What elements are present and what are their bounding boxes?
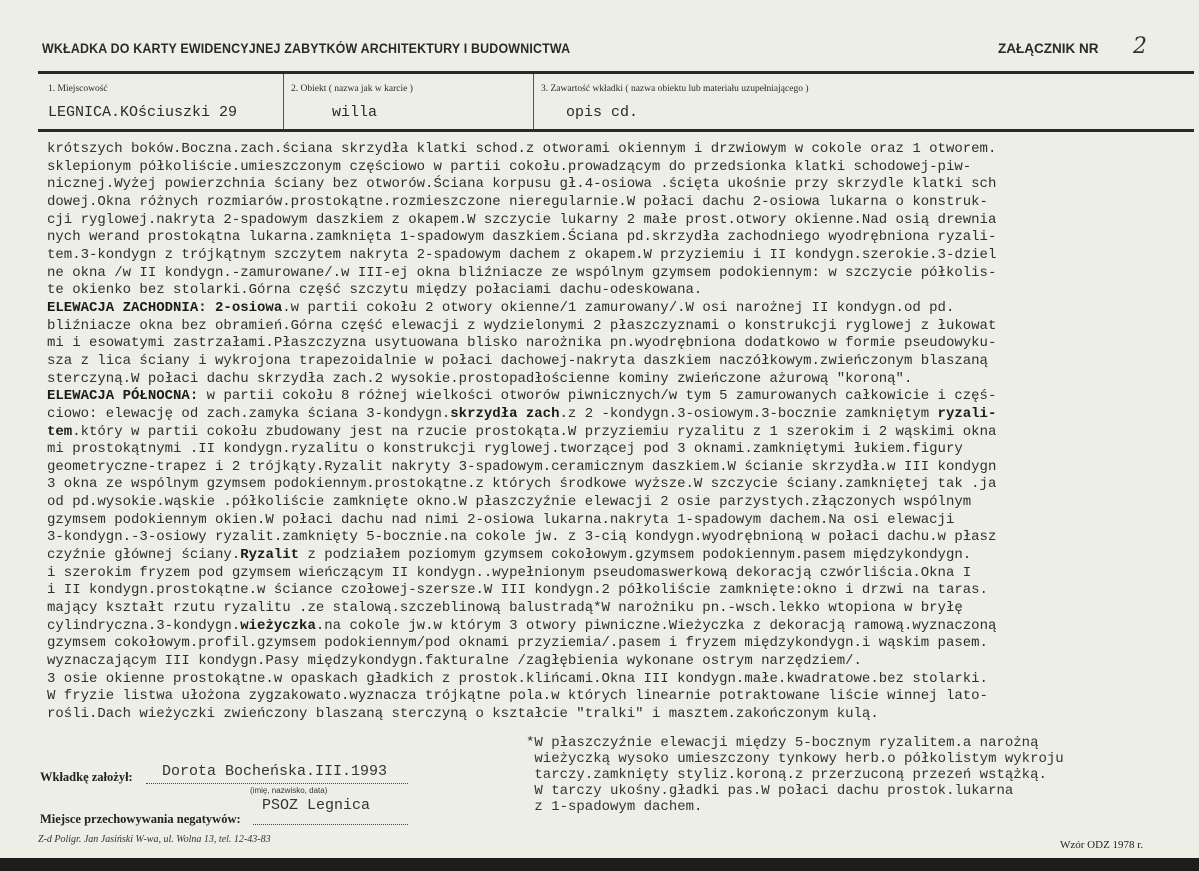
text-line <box>47 600 996 618</box>
author-dotted-line <box>146 783 408 784</box>
field-value-locality: LEGNICA.KOściuszki 29 <box>48 104 238 121</box>
text-segment: gzymsem podokiennym okien.W połaci dachu nad nimi 2-osiowa lukarna.nakryta 1-spadowym dachem.Na osi elewacji <box>47 511 955 528</box>
text-line <box>47 353 996 371</box>
text-line <box>47 282 996 300</box>
text-segment: wyznaczającym III kondygn.Pasy międzykondygn.fakturalne /zagłębienia wykonane ostrym narzędziem/. <box>47 653 862 670</box>
text-line <box>47 706 996 724</box>
text-segment: dowej.Okna różnych rozmiarów.prostokątne.rozmieszczone nieregularnie.W połaci dachu 2-osiowa lukarna o konstruk- <box>47 193 988 210</box>
negatives-label: Miejsce przechowywania negatywów: <box>40 812 241 826</box>
text-heading-segment: ELEWACJA ZACHODNIA: 2-osiowa <box>47 299 283 316</box>
text-line <box>47 335 996 353</box>
author-value: Dorota Bocheńska.III.1993 <box>162 763 388 780</box>
text-segment: nicznej.Wyżej powierzchnia ściany bez otworów.Ściana korpusu gł.4-osiowa .ścięta ukośnie przy skrzydle klatki sch <box>47 176 997 193</box>
text-line <box>47 141 996 159</box>
text-line <box>47 441 996 459</box>
text-heading-segment: tem <box>47 423 73 440</box>
text-line <box>47 671 996 689</box>
text-segment: 3 okna ze wspólnym gzymsem podokiennym.prostokątne.z których środkowe wyższe.W szczycie ściany.zamkniętej tak .ja <box>47 476 997 493</box>
text-heading-segment: skrzydła zach <box>450 405 560 422</box>
text-segment: gzymsem cokołowym.profil.gzymsem podokiennym/pod oknami przyziemia/.pasem i fryzem międzykondygn.i wąskim pasem. <box>47 635 988 652</box>
text-segment: mi i esowatymi zastrzałami.Płaszczyzna usytuowana blisko narożnika pn.wyodrębniona dodatkowo w formie pseudowyku- <box>47 335 997 352</box>
text-line <box>47 512 996 530</box>
footnote-line: *W płaszczyźnie elewacji między 5-bocznym ryzalitem.a narożną <box>526 735 1039 751</box>
author-hint: (imię, nazwisko, data) <box>250 786 328 795</box>
text-segment: sklepionym półkoliście.umieszczonym częściowo w partii cokołu.prowadzącym do przedsionka klatki schodowej-piw- <box>47 158 972 175</box>
text-line <box>47 635 996 653</box>
column-divider <box>283 74 284 130</box>
text-segment: te okienko bez stolarki.Górna część szczytu między połaciami dachu-odeskowana. <box>47 282 703 299</box>
text-segment: 3 osie okienne prostokątne.w opaskach gładkich z prostok.klińcami.Okna III kondygn.małe.kwadratowe.bez stolarki. <box>47 670 988 687</box>
text-line <box>47 547 996 565</box>
footnote-line: wieżyczką wysoko umieszczony tynkowy herb.o półkolistym wykroju <box>526 751 1064 767</box>
text-line <box>47 194 996 212</box>
text-line <box>47 565 996 583</box>
header-top-rule <box>38 71 1194 74</box>
text-segment: cji ryglowej.nakryta 2-spadowym daszkiem z okapem.W szczycie lukarny 2 małe prost.otwory okienne.Nad osią drewnia <box>47 211 997 228</box>
text-segment: czyźnie głównej ściany. <box>47 547 241 564</box>
footnote-line: z 1-spadowym dachem. <box>526 799 703 815</box>
field-value-contents: opis cd. <box>566 104 639 121</box>
text-segment: i szerokim fryzem pod gzymsem wieńczącym II kondygn..wypełnionym pseudomaswerkową dekoracją czwórliścia.Okna I <box>47 564 972 581</box>
text-segment: W fryzie listwa ułożona zygzakowato.wyznacza trójkątne pola.w których linearnie potraktowane liście winnej lato- <box>47 688 988 705</box>
text-heading-segment: ryzali- <box>937 405 997 422</box>
text-segment: .który w partii cokołu zbudowany jest na rzucie prostokąta.W przyziemiu ryzalitu z 1 szerokim i 2 wąskimi okna <box>72 423 997 440</box>
annex-number: 2 <box>1133 34 1147 59</box>
text-segment: krótszych boków.Boczna.zach.ściana skrzydła klatki schod.z otworami okiennym i drzwiowym w cokole oraz 1 otworem. <box>47 141 997 157</box>
text-line <box>47 582 996 600</box>
text-segment: geometryczne-trapez i 2 trójkąty.Ryzalit nakryty 3-spadowym.ceramicznym daszkiem.W ścianie skrzydła.w III kondygn <box>47 458 997 475</box>
text-segment: 3-kondygn.-3-osiowy ryzalit.zamknięty 5-bocznie.na cokole jw. z 3-cią kondygn.wyodrębnioną w połaci dachu.w płasz <box>47 529 997 546</box>
footnote-line: tarczy.zamknięty styliz.koroną.z przerzuconą przezeń wstążką. <box>526 767 1047 783</box>
text-segment: z podziałem poziomym gzymsem cokołowym.gzymsem podokiennym.pasem międzykondygn. <box>299 547 972 564</box>
text-segment: sterczyną.W połaci dachu skrzydła zach.2 wysokie.prostopadłościenne kominy zwieńczone ażurową "koroną". <box>47 370 913 387</box>
text-line <box>47 406 996 424</box>
text-heading-segment: wieżyczka <box>240 617 316 634</box>
text-segment: .z 2 -kondygn.3-osiowym.3-bocznie zamkniętym <box>559 405 938 422</box>
text-line <box>47 318 996 336</box>
text-line <box>47 300 996 318</box>
text-line <box>47 653 996 671</box>
text-line <box>47 494 996 512</box>
text-segment: .w partii cokołu 2 otwory okienne/1 zamurowany/.W osi narożnej II kondygn.od pd. <box>282 299 955 316</box>
document-title: WKŁADKA DO KARTY EWIDENCYJNEJ ZABYTKÓW ARCHITEKTURY I BUDOWNICTWA <box>42 41 571 56</box>
text-segment: mający kształt rzutu ryzalitu .ze stalową.szczeblinową balustradą*W narożniku pn.-wsch.lekko wtopiona w bryłę <box>47 600 963 617</box>
text-heading-segment: Ryzalit <box>240 547 300 564</box>
header-bottom-rule <box>38 129 1194 132</box>
text-segment: od pd.wysokie.wąskie .półkoliście zamknięte okno.W płaszczyźnie elewacji 2 osie parzystych.złączonych wspólnym <box>47 494 972 511</box>
text-segment: w partii cokołu 8 różnej wielkości otworów piwnicznych/w tym 5 zamurowanych całkowicie i częś- <box>198 388 997 405</box>
text-segment: i II kondygn.prostokątne.w ściance czołowej-szersze.W III kondygn.2 półkoliście zamknięte:okno i drzwi na taras. <box>47 582 988 599</box>
text-line <box>47 618 996 636</box>
text-line <box>47 424 996 442</box>
column-divider <box>533 74 534 130</box>
text-line <box>47 212 996 230</box>
text-heading-segment: ELEWACJA PÓŁNOCNA: <box>47 388 199 405</box>
negatives-dotted-line <box>253 824 408 825</box>
text-line <box>47 459 996 477</box>
text-line <box>47 229 996 247</box>
text-segment: .na cokole jw.w którym 3 otwory piwniczne.Wieżyczka z dekoracją ramową.wyznaczoną <box>315 617 997 634</box>
negatives-value: PSOZ Legnica <box>262 797 371 814</box>
footnote-text <box>526 735 1064 815</box>
text-line <box>47 388 996 406</box>
field-value-object: willa <box>332 104 378 121</box>
text-segment: rośli.Dach wieżyczki zwieńczony blaszaną sterczyną o kształcie "tralki" i masztem.zakończonym kulą. <box>47 706 879 722</box>
text-segment: mi prostokątnymi .II kondygn.ryzalitu o konstrukcji ryglowej.tworzącej pod 3 oknami.zamkniętymi łukiem.figury <box>47 441 963 458</box>
form-pattern: Wzór ODZ 1978 r. <box>1060 839 1144 851</box>
field-label-object: 2. Obiekt ( nazwa jak w karcie ) <box>291 84 413 94</box>
description-text <box>47 141 996 724</box>
field-label-locality: 1. Miejscowość <box>48 84 108 94</box>
author-label: Wkładkę założył: <box>40 770 133 784</box>
text-segment: sza z lica ściany i wykrojona trapezoidalnie w połaci dachowej-nakryta daszkiem naczółkowym.zwieńczonym blaszaną <box>47 352 988 369</box>
text-segment: bliźniacze okna bez obramień.Górna część elewacji z wydzielonymi 2 płaszczyznami o konstrukcji ryglowej z łukowat <box>47 317 997 334</box>
text-line <box>47 265 996 283</box>
text-line <box>47 688 996 706</box>
text-segment: nych werand prostokątna lukarna.zamknięta 1-spadowym daszkiem.Ściana pd.skrzydła zachodniego wyodrębniona ryzali- <box>47 229 997 246</box>
footnote-line: W tarczy ukośny.gładki pas.W połaci dachu prostok.lukarna <box>526 783 1014 799</box>
text-segment: tem.3-kondygn z trójkątnym szczytem nakryta 2-spadowym dachem z okapem.W przyziemiu i II kondygn.szerokie.3-dziel <box>47 246 997 263</box>
text-line <box>47 247 996 265</box>
text-line <box>47 476 996 494</box>
printer-imprint: Z-d Poligr. Jan Jasiński W-wa, ul. Wolna 13, tel. 12-43-83 <box>38 834 271 845</box>
annex-label: ZAŁĄCZNIK NR <box>998 41 1099 56</box>
text-line <box>47 371 996 389</box>
text-segment: cylindryczna.3-kondygn. <box>47 617 241 634</box>
text-segment: ne okna /w II kondygn.-zamurowane/.w III-ej okna bliźniacze ze wspólnym gzymsem podokiennym: w szczycie półkolis- <box>47 264 997 281</box>
text-line <box>47 176 996 194</box>
field-label-contents: 3. Zawartość wkładki ( nazwa obiektu lub materiału uzupełniającego ) <box>541 84 809 94</box>
text-segment: ciowo: elewację od zach.zamyka ściana 3-kondygn. <box>47 405 451 422</box>
text-line <box>47 529 996 547</box>
text-line <box>47 159 996 177</box>
